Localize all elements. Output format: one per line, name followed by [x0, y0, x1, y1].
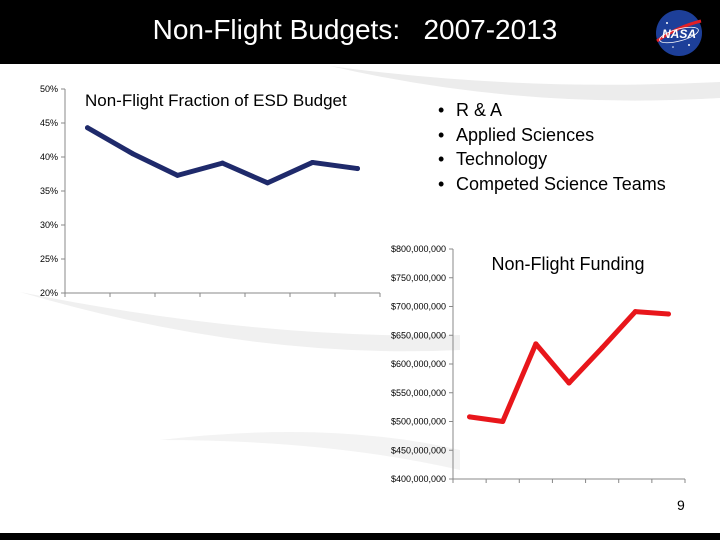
data-point	[175, 173, 180, 178]
y-tick-label: $500,000,000	[390, 416, 446, 427]
data-point	[600, 345, 605, 350]
y-tick-label: 25%	[39, 254, 58, 264]
page-number: 9	[677, 497, 685, 513]
series-line	[88, 128, 358, 183]
data-point	[533, 341, 538, 346]
funding-chart	[391, 244, 685, 484]
chart-title: Non-Flight Fraction of ESD Budget	[85, 91, 347, 110]
y-tick-label: $450,000,000	[390, 445, 446, 456]
y-tick-label: $800,000,000	[390, 244, 446, 254]
data-point	[85, 125, 90, 130]
y-tick-label: $650,000,000	[390, 330, 446, 341]
bullet-item: • R & A	[438, 98, 666, 123]
bullet-list	[438, 98, 666, 196]
y-tick-label: 20%	[39, 288, 58, 298]
data-point	[220, 161, 225, 166]
data-point	[633, 309, 638, 314]
nasa-logo-text: NASA	[661, 27, 697, 41]
chart-title: Non-Flight Funding	[491, 254, 645, 274]
y-tick-label: $600,000,000	[390, 359, 446, 369]
data-point	[310, 160, 315, 165]
data-point	[467, 414, 472, 419]
slide-title: Non-Flight Budgets: 2007-2013	[152, 14, 558, 45]
series-line	[470, 312, 669, 422]
data-point	[355, 166, 360, 171]
y-tick-label: 50%	[39, 84, 58, 94]
y-tick-label: $700,000,000	[390, 301, 446, 312]
y-tick-label: 30%	[39, 220, 58, 230]
data-point	[130, 151, 135, 156]
y-tick-label: 35%	[39, 186, 58, 196]
y-tick-label: $750,000,000	[390, 272, 446, 283]
y-tick-label: 45%	[39, 118, 58, 128]
data-point	[567, 380, 572, 385]
bullet-item: • Applied Sciences	[438, 123, 666, 148]
bullet-item: • Technology	[438, 147, 666, 172]
data-point	[666, 311, 671, 316]
data-point	[265, 180, 270, 185]
y-tick-label: $550,000,000	[390, 387, 446, 398]
data-point	[500, 419, 505, 424]
y-tick-label: $400,000,000	[390, 474, 446, 484]
bottom-band	[0, 533, 720, 540]
bullet-item: • Competed Science Teams	[438, 172, 666, 197]
y-tick-label: 40%	[39, 152, 58, 162]
fraction-chart	[40, 84, 380, 298]
